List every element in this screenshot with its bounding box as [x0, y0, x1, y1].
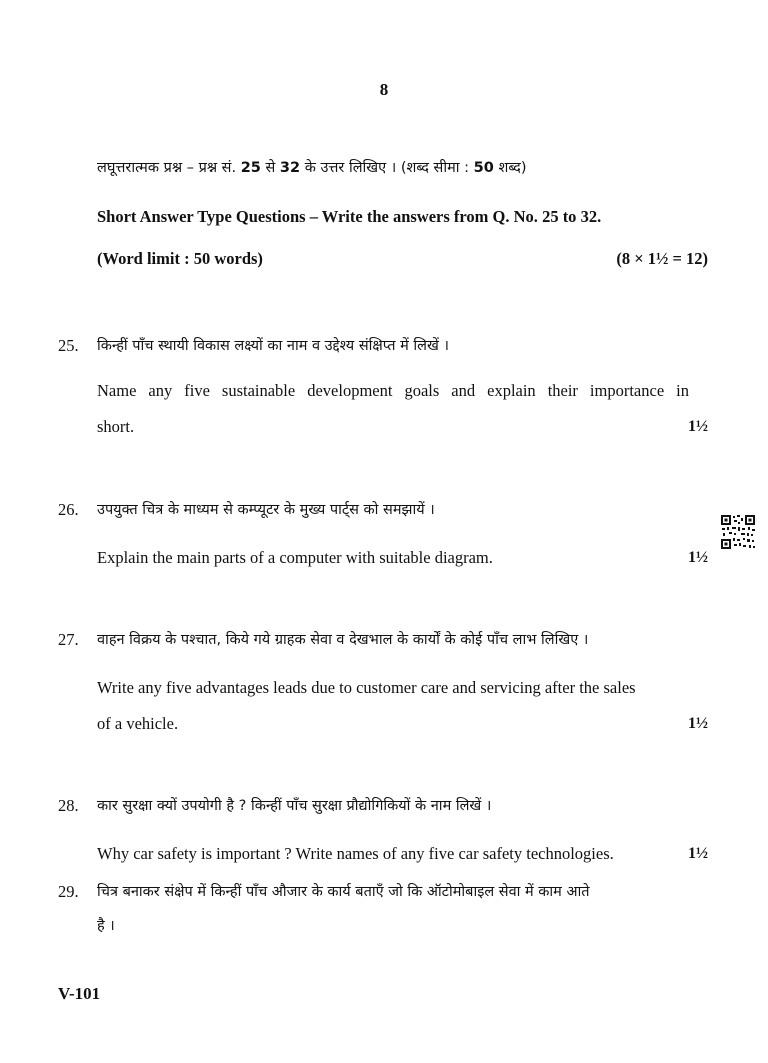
- question-hindi: उपयुक्त चित्र के माध्यम से कम्प्यूटर के मुख्य पार्ट्स को समझायें ।: [97, 502, 435, 518]
- question-marks: 1½: [688, 549, 708, 566]
- question-marks: 1½: [688, 715, 708, 732]
- question-english: Name any five sustainable development goals and explain their importance in: [97, 381, 689, 400]
- question-hindi: कार सुरक्षा क्यों उपयोगी है ? किन्हीं पाँच सुरक्षा प्रौद्योगिकियों के नाम लिखें ।: [97, 798, 492, 814]
- section-instruction-hindi: लघूत्तरात्मक प्रश्न – प्रश्न सं. 25 से 32 के उत्तर लिखिए । (शब्द सीमा : 50 शब्द): [97, 160, 527, 176]
- word-limit: (Word limit : 50 words): [97, 249, 263, 268]
- qr-code-icon: [720, 514, 756, 550]
- question-hindi-cont: है ।: [97, 918, 115, 934]
- question-number: 28.: [58, 796, 79, 815]
- question-number: 25.: [58, 336, 79, 355]
- question-english: Why car safety is important ? Write names of any five car safety technologies.: [97, 844, 614, 863]
- section-marks: (8 × 1½ = 12): [616, 249, 708, 268]
- section-instruction-english: Short Answer Type Questions – Write the answers from Q. No. 25 to 32.: [97, 207, 602, 226]
- question-marks: 1½: [688, 845, 708, 862]
- footer-code: V-101: [58, 984, 101, 1003]
- page-number: 8: [379, 80, 389, 99]
- question-number: 27.: [58, 630, 79, 649]
- question-english-cont: short.: [97, 417, 135, 436]
- question-english: Explain the main parts of a computer with suitable diagram.: [97, 548, 493, 567]
- question-number: 29.: [58, 882, 79, 901]
- question-english-cont: of a vehicle.: [97, 714, 179, 733]
- question-hindi: किन्हीं पाँच स्थायी विकास लक्ष्यों का नाम व उद्देश्य संक्षिप्त में लिखें ।: [97, 338, 449, 354]
- question-marks: 1½: [688, 418, 708, 435]
- question-hindi: चित्र बनाकर संक्षेप में किन्हीं पाँच औजार के कार्य बताएँ जो कि ऑटोमोबाइल सेवा में काम आते: [97, 884, 590, 900]
- question-number: 26.: [58, 500, 79, 519]
- question-hindi: वाहन विक्रय के पश्चात, किये गये ग्राहक सेवा व देखभाल के कार्यों के कोई पाँच लाभ लिखिए ।: [97, 632, 589, 648]
- question-english: Write any five advantages leads due to customer care and servicing after the sales: [97, 678, 636, 697]
